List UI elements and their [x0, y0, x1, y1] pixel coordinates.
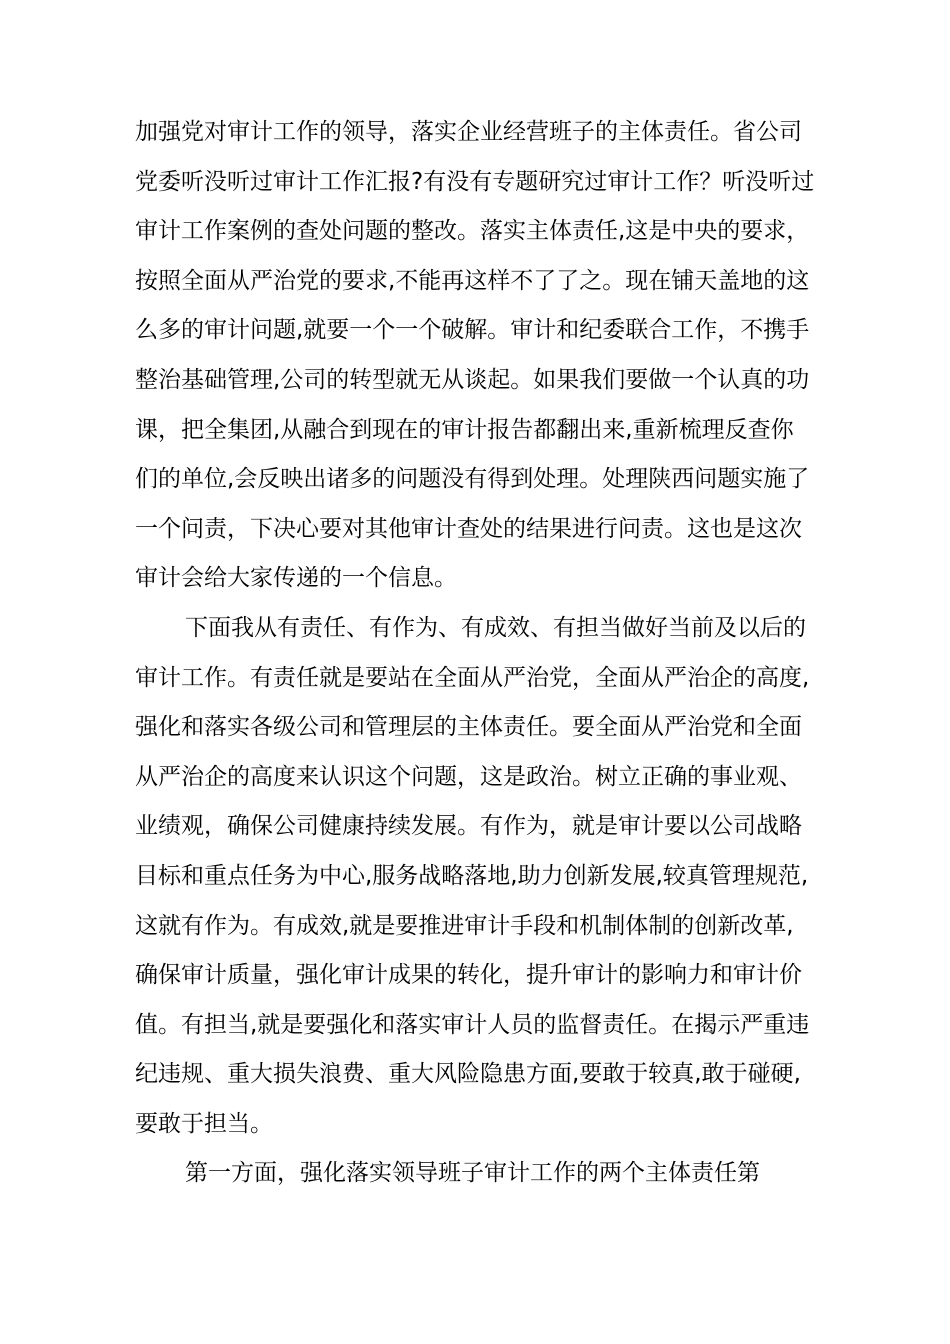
text-line: 业绩观，确保公司健康持续发展。有作为，就是审计要以公司战略 — [135, 813, 802, 840]
paragraph-1 — [135, 108, 835, 604]
text-line: 强化和落实各级公司和管理层的主体责任。要全面从严治党和全面 — [135, 714, 802, 741]
text-line: 审计工作案例的查处问题的整改。落实主体责任,这是中央的要求， — [135, 218, 810, 245]
text-line: 确保审计质量，强化审计成果的转化，提升审计的影响力和审计价 — [135, 962, 802, 989]
text-line: 党委听没听过审计工作汇报?有没有专题研究过审计工作？听没听过 — [135, 168, 815, 195]
text-line: 目标和重点任务为中心,服务战略落地,助力创新发展,较真管理规范, — [135, 862, 809, 889]
text-line: 值。有担当,就是要强化和落实审计人员的监督责任。在揭示严重违 — [135, 1011, 810, 1038]
text-line: 一个问责，下决心要对其他审计查处的结果进行问责。这也是这次 — [135, 515, 802, 542]
text-line: 纪违规、重大损失浪费、重大风险隐患方面,要敢于较真,敢于碰硬, — [135, 1061, 801, 1088]
text-line: 第一方面，强化落实领导班子审计工作的两个主体责任第 — [185, 1160, 760, 1187]
text-line: 们的单位,会反映出诸多的问题没有得到处理。处理陕西问题实施了 — [135, 466, 810, 493]
text-line: 按照全面从严治党的要求,不能再这样不了了之。现在铺天盖地的这 — [135, 267, 810, 294]
text-line: 加强党对审计工作的领导，落实企业经营班子的主体责任。省公司 — [135, 119, 802, 145]
paragraph-3 — [135, 1149, 835, 1199]
text-line: 审计会给大家传递的一个信息。 — [135, 565, 457, 592]
document-body — [135, 108, 835, 1199]
text-line: 下面我从有责任、有作为、有成效、有担当做好当前及以后的 — [185, 614, 806, 641]
text-line: 要敢于担当。 — [135, 1110, 273, 1137]
text-line: 这就有作为。有成效,就是要推进审计手段和机制体制的创新改革, — [135, 912, 794, 939]
text-line: 审计工作。有责任就是要站在全面从严治党，全面从严治企的高度, — [135, 664, 810, 691]
paragraph-2 — [135, 604, 835, 1150]
text-line: 从严治企的高度来认识这个问题，这是政治。树立正确的事业观、 — [135, 763, 802, 790]
text-line: 课，把全集团,从融合到现在的审计报告都翻出来,重新梳理反查你 — [135, 416, 794, 443]
text-line: 么多的审计问题,就要一个一个破解。审计和纪委联合工作，不携手 — [135, 317, 810, 344]
text-line: 整治基础管理,公司的转型就无从谈起。如果我们要做一个认真的功 — [135, 366, 810, 393]
